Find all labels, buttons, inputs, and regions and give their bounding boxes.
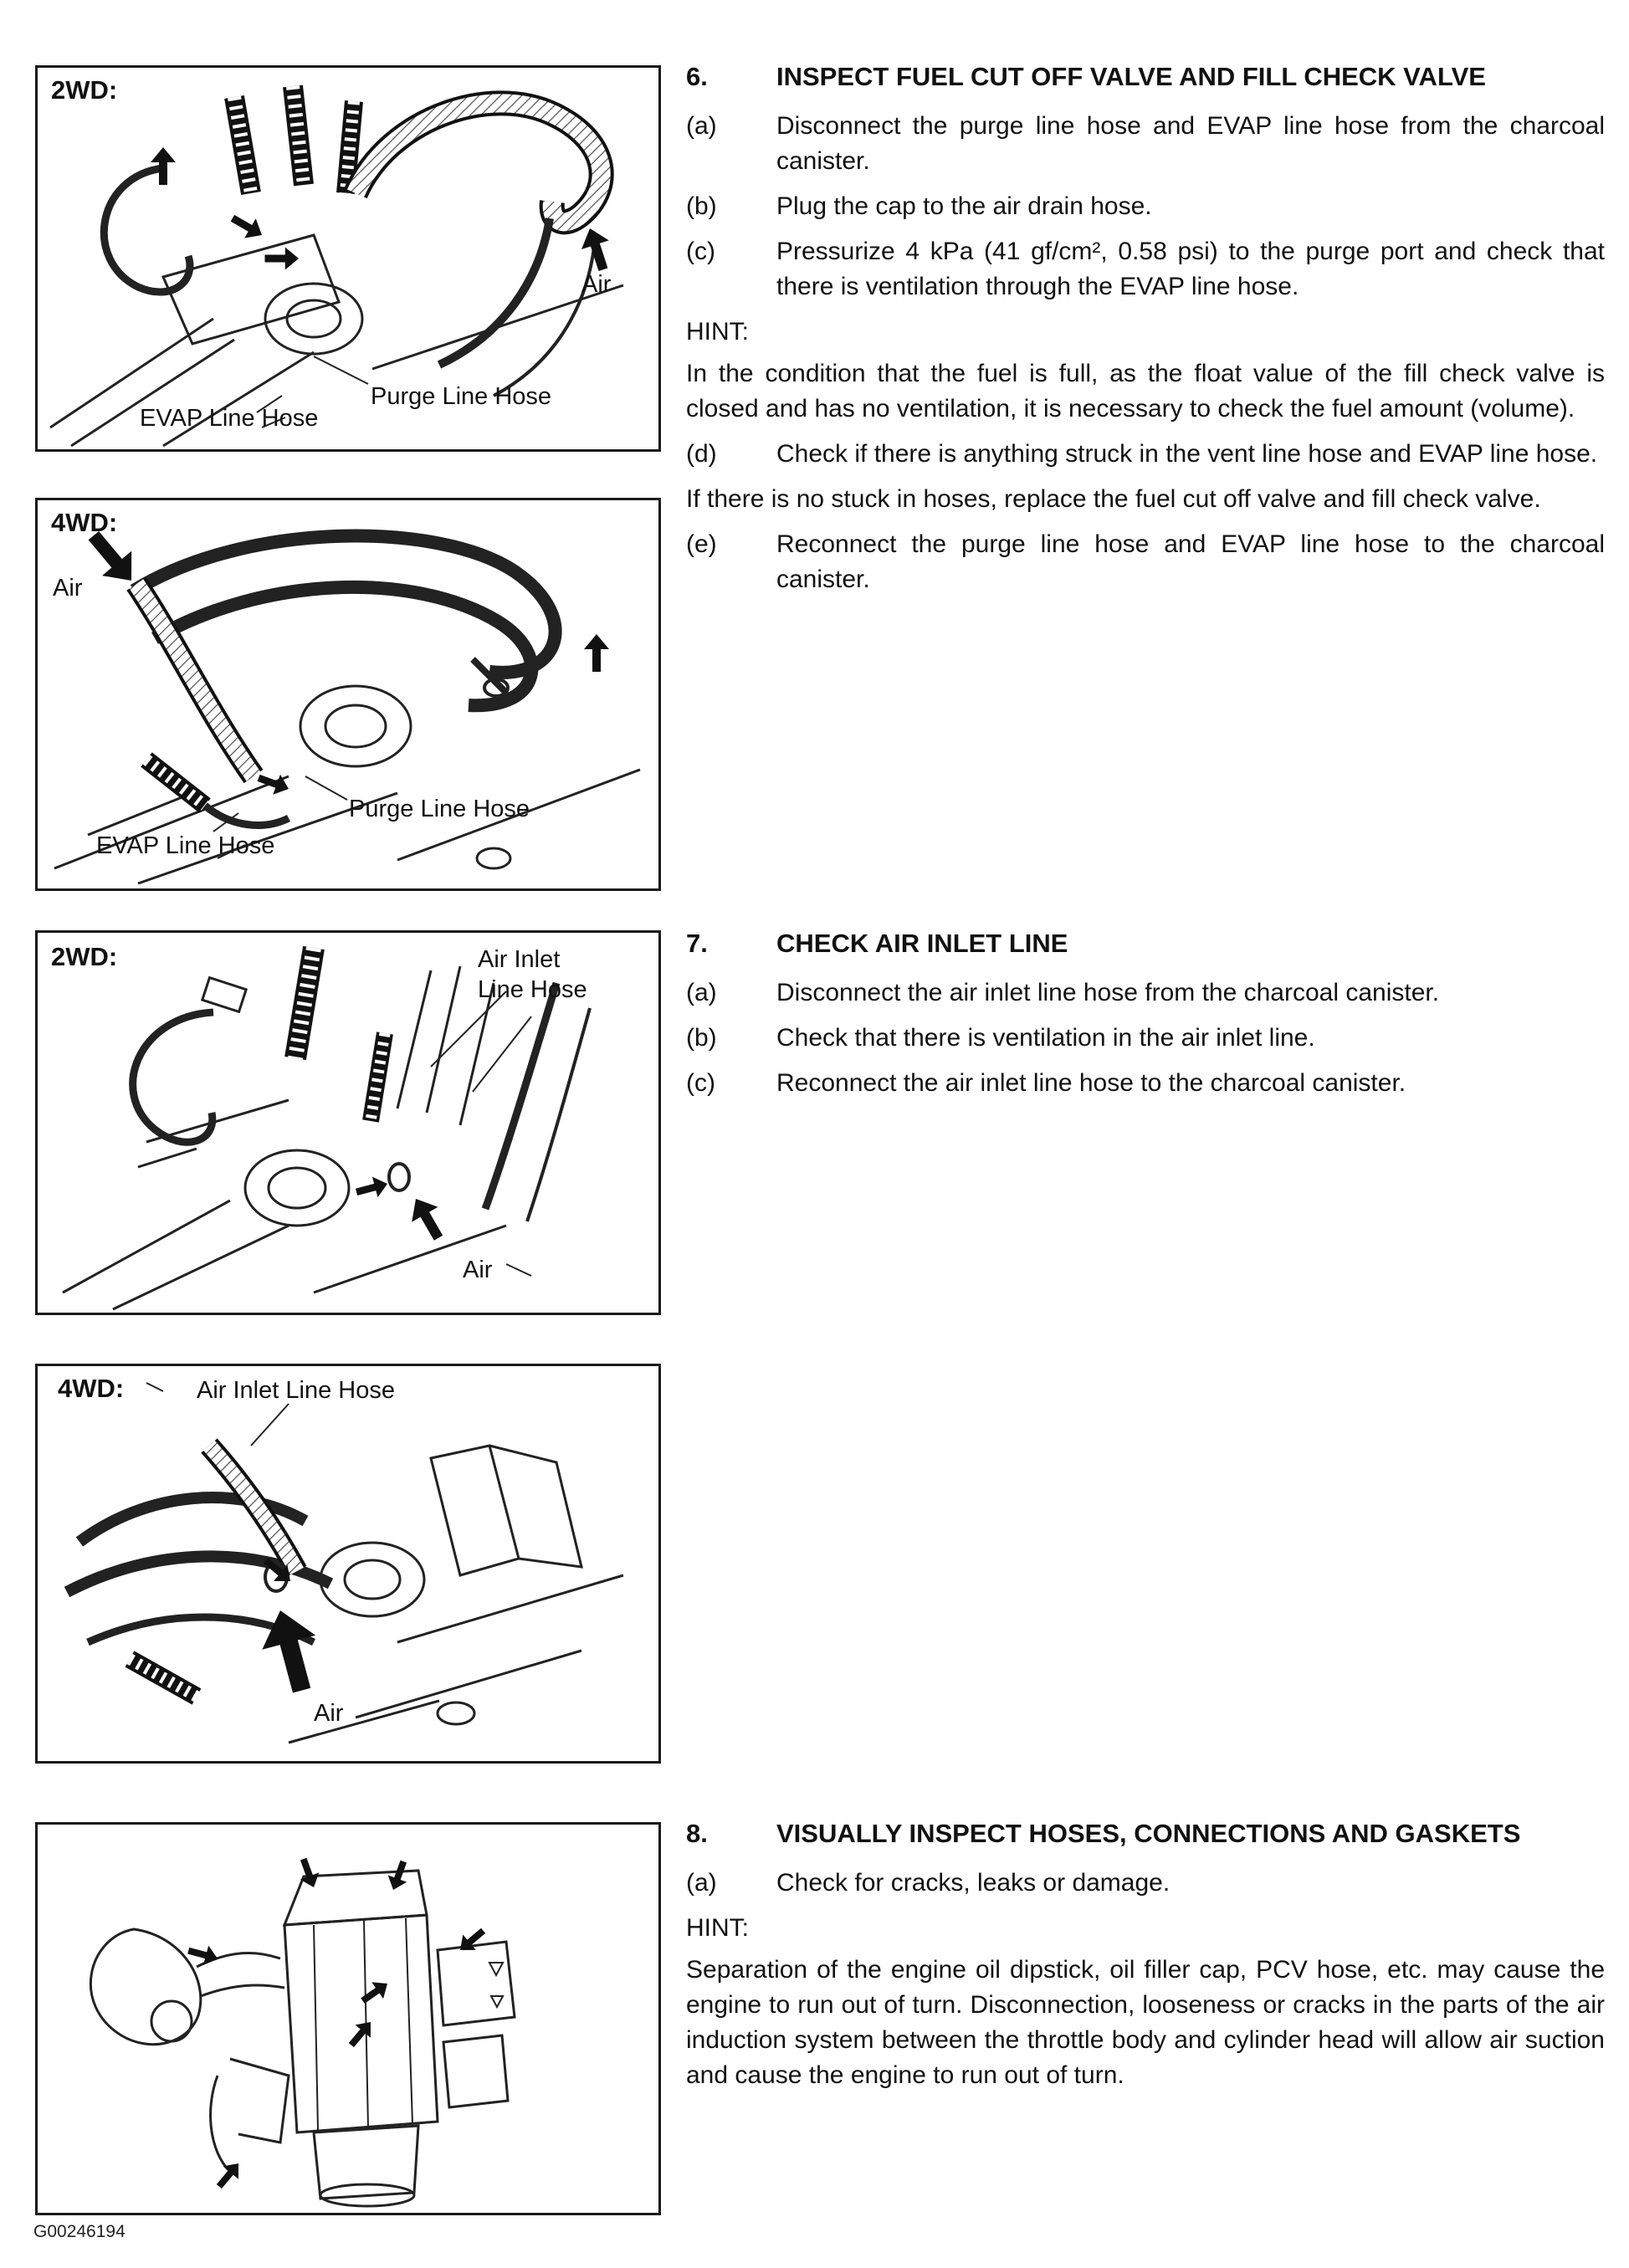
procedure-step bbox=[686, 1021, 1605, 1056]
step-letter: (b) bbox=[686, 192, 717, 220]
figure-code: G00246194 bbox=[33, 2222, 126, 2241]
inspection-arrow-icon bbox=[344, 2015, 379, 2051]
step-letter: (a) bbox=[686, 1869, 717, 1897]
step-text: Check for cracks, leaks or damage. bbox=[776, 1869, 1171, 1897]
inspection-arrow-icon bbox=[212, 2157, 247, 2193]
figure-4wd-purge-evap bbox=[35, 498, 661, 891]
air-flow-arrow-icon bbox=[254, 1603, 328, 1697]
step-text: Disconnect the purge line hose and EVAP line hose from the charcoal canister. bbox=[776, 112, 1605, 175]
air-flow-arrow-icon bbox=[576, 224, 617, 274]
section-8 bbox=[686, 1815, 1605, 2103]
engine-block-outline bbox=[284, 1915, 438, 2132]
bolt-hole bbox=[477, 848, 510, 868]
air-label: Air bbox=[463, 1257, 493, 1283]
bolt-hole bbox=[438, 1702, 474, 1724]
step-letter: (a) bbox=[686, 979, 717, 1006]
step-text: Reconnect the air inlet line hose to the charcoal canister. bbox=[776, 1069, 1406, 1097]
drive-type-label: 2WD: bbox=[51, 75, 118, 105]
note-text: If there is no stuck in hoses, replace the fuel cut off valve and fill check valve. bbox=[686, 485, 1541, 513]
drive-type-label: 2WD: bbox=[51, 942, 118, 971]
step-text: Check if there is anything struck in the vent line hose and EVAP line hose. bbox=[776, 440, 1598, 468]
air-label: Air bbox=[314, 1700, 344, 1727]
step-text: Disconnect the air inlet line hose from the charcoal canister. bbox=[776, 979, 1440, 1006]
right-hose bbox=[485, 983, 556, 1209]
engine-body-lines bbox=[63, 1201, 506, 1309]
procedure-step bbox=[686, 975, 1605, 1011]
loop-hose bbox=[133, 1012, 213, 1142]
port-inner bbox=[269, 1168, 325, 1208]
section-heading bbox=[686, 925, 1605, 962]
throttle-body-outline bbox=[438, 1942, 515, 2025]
section-title: VISUALLY INSPECT HOSES, CONNECTIONS AND GASKETS bbox=[776, 1819, 1521, 1848]
section-title: CHECK AIR INLET LINE bbox=[776, 929, 1068, 958]
port-outline bbox=[245, 1150, 349, 1226]
section-7 bbox=[686, 925, 1605, 1111]
step-text: Plug the cap to the air drain hose. bbox=[776, 192, 1152, 220]
figure-2wd-purge-evap bbox=[35, 65, 661, 452]
air-label: Air bbox=[581, 271, 612, 298]
hose-clamp bbox=[202, 978, 246, 1012]
connection-arrow-icon bbox=[354, 1174, 391, 1203]
figure-4wd-air-inlet bbox=[35, 1364, 661, 1764]
purge-hose bbox=[439, 218, 550, 365]
procedure-step bbox=[686, 189, 1605, 224]
section-heading bbox=[686, 59, 1605, 95]
port-inner bbox=[325, 705, 386, 747]
bracket-outline bbox=[230, 2059, 289, 2143]
hint-label: HINT: bbox=[686, 318, 749, 346]
dipstick-line bbox=[211, 2076, 230, 2172]
step-letter: (c) bbox=[686, 238, 715, 265]
drive-type-label: 4WD: bbox=[51, 508, 118, 537]
procedure-step bbox=[686, 234, 1605, 305]
marker-triangles bbox=[489, 1963, 503, 2007]
inspection-arrow-icon bbox=[294, 1856, 323, 1891]
connection-arrow-icon bbox=[255, 768, 293, 799]
step-text: Check that there is ventilation in the air inlet line. bbox=[776, 1024, 1315, 1052]
section-number: 8. bbox=[686, 1819, 708, 1848]
evap-line-hose-label: EVAP Line Hose bbox=[96, 832, 275, 859]
connection-arrow-icon bbox=[265, 248, 300, 270]
drive-type-label: 4WD: bbox=[58, 1374, 125, 1403]
purge-line-hose-label: Purge Line Hose bbox=[371, 383, 552, 410]
step-letter: (c) bbox=[686, 1069, 715, 1097]
step-text: Reconnect the purge line hose and EVAP line hose to the charcoal canister. bbox=[776, 530, 1605, 593]
inspection-arrow-icon bbox=[384, 1858, 413, 1893]
figure-2wd-air-inlet bbox=[35, 930, 661, 1315]
procedure-step bbox=[686, 1066, 1605, 1101]
step-letter: (e) bbox=[686, 530, 717, 558]
air-label: Air bbox=[53, 575, 83, 602]
engine-illustration-2wd-purge bbox=[38, 68, 658, 449]
port-inner bbox=[287, 300, 341, 337]
procedure-step bbox=[686, 437, 1605, 472]
air-flow-arrow-icon bbox=[402, 1191, 451, 1246]
engine-block-outline bbox=[431, 1446, 581, 1575]
step-letter: (b) bbox=[686, 1024, 717, 1052]
valve-cover-outline bbox=[163, 235, 339, 344]
air-inlet-line-hose-label: Air Inlet Line Hose bbox=[478, 946, 587, 1003]
air-cleaner-outline bbox=[90, 1929, 200, 2045]
air-inlet-line-hose-label: Air Inlet Line Hose bbox=[197, 1377, 395, 1404]
engine-illustration-4wd-purge bbox=[38, 500, 658, 888]
inspection-arrow-icon bbox=[453, 1923, 489, 1958]
hint-label: HINT: bbox=[686, 1914, 749, 1942]
section-title: INSPECT FUEL CUT OFF VALVE AND FILL CHECK VALVE bbox=[776, 62, 1486, 91]
figure-engine-inspection bbox=[35, 1822, 661, 2215]
section-6 bbox=[686, 59, 1605, 607]
step-letter: (d) bbox=[686, 440, 717, 468]
step-letter: (a) bbox=[686, 112, 717, 140]
section-heading bbox=[686, 1815, 1605, 1852]
engine-illustration-4wd-inlet bbox=[38, 1366, 658, 1761]
section-number: 6. bbox=[686, 62, 708, 91]
note-text: Separation of the engine oil dipstick, oil filler cap, PCV hose, etc. may cause the engine to run out of turn. Disconnection, looseness or cracks in the parts of the air induction system between the throttle body and cylinder head will allow air suction and cause the engine to run out of turn. bbox=[686, 1956, 1605, 2089]
section-number: 7. bbox=[686, 929, 708, 958]
procedure-step bbox=[686, 1866, 1605, 1901]
upper-hose bbox=[134, 536, 556, 673]
port-inner bbox=[345, 1560, 400, 1599]
inspection-arrow-icon bbox=[357, 1975, 393, 2009]
engine-body-lines bbox=[54, 770, 640, 883]
procedure-step bbox=[686, 527, 1605, 597]
inlet-connector bbox=[389, 1164, 409, 1190]
step-text: Pressurize 4 kPa (41 gf/cm², 0.58 psi) to the purge port and check that there is ventilation through the EVAP line hose. bbox=[776, 238, 1605, 300]
port-outline bbox=[300, 686, 411, 766]
note-text: In the condition that the fuel is full, as the float value of the fill check valve is closed and has no ventilation, it is necessary to check the fuel amount (volume). bbox=[686, 360, 1605, 422]
purge-line-hose-label: Purge Line Hose bbox=[349, 796, 530, 822]
procedure-step bbox=[686, 109, 1605, 179]
connection-arrow-icon bbox=[584, 634, 609, 672]
connection-arrow-icon bbox=[227, 208, 268, 245]
engine-illustration-inspection bbox=[38, 1825, 658, 2213]
air-cleaner-port bbox=[151, 2001, 192, 2041]
evap-line-hose-label: EVAP Line Hose bbox=[140, 405, 319, 432]
port-outline bbox=[320, 1543, 424, 1616]
